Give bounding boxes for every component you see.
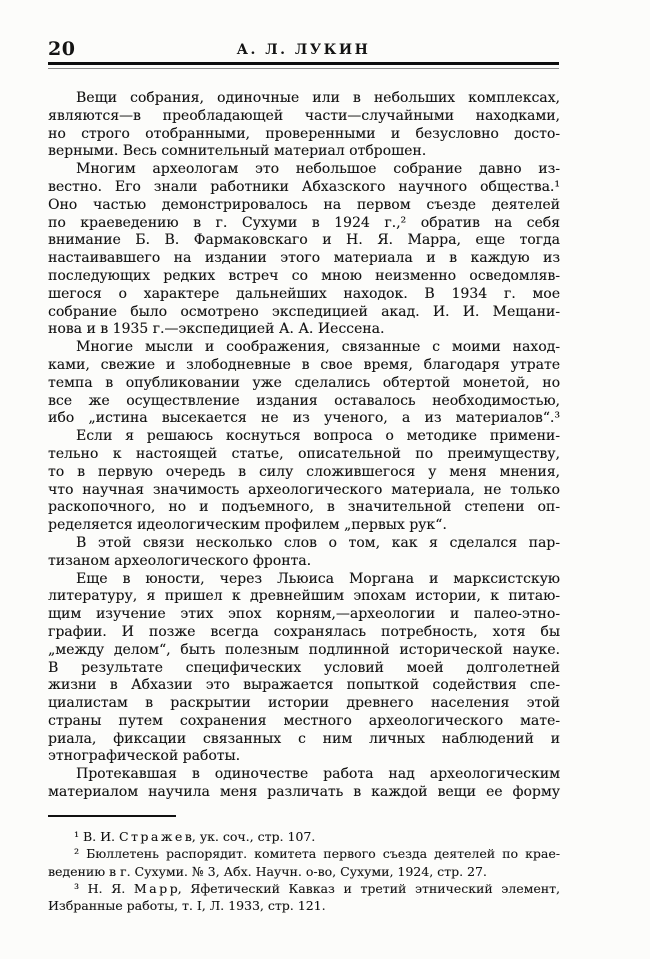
paragraph xyxy=(48,571,560,767)
text-line: но строго отобранными, проверенными и безусловно досто- xyxy=(48,125,560,142)
header-rule-thick xyxy=(48,62,559,65)
footnote xyxy=(48,880,560,915)
running-title: А. Л. ЛУКИН xyxy=(236,42,371,58)
text-line: жизни в Абхазии это выражается попыткой содействия спе- xyxy=(48,677,560,694)
text-line: по краеведению в г. Сухуми в 1924 г.,² обратив на себя xyxy=(48,214,560,231)
text-line: верными. Весь сомнительный материал отброшен. xyxy=(48,143,427,160)
page-number: 20 xyxy=(48,38,76,60)
header-rule-thin xyxy=(48,68,559,69)
footnote-line: ³ Н. Я. М а р р, Яфетический Кавказ и третий этнический элемент, xyxy=(74,880,560,896)
text-line: нова и в 1935 г.—экспедицией А. А. Иессена. xyxy=(48,321,385,338)
footnote-line: ² Бюллетень распорядит. комитета первого съезда деятелей по крае- xyxy=(74,846,560,862)
text-line: Протекавшая в одиночестве работа над археологическим xyxy=(76,766,560,783)
paragraph xyxy=(48,766,560,802)
text-line: В этой связи несколько слов о том, как я сделался пар- xyxy=(76,534,560,551)
footnote-line: ведению в г. Сухуми. № 3, Абх. Научн. о-во, Сухуми, 1924, стр. 27. xyxy=(48,863,487,879)
text-line: вестно. Его знали работники Абхазского научного общества.¹ xyxy=(48,178,560,195)
text-line: настаивавшего на издании этого материала и в каждую из xyxy=(48,250,560,267)
footnote-line: ¹ В. И. С т р а ж е в, ук. соч., стр. 107. xyxy=(74,829,316,844)
paragraph xyxy=(48,339,560,428)
text-line: В результате специфических условий моей долголетней xyxy=(48,659,560,676)
footnote-separator-rule xyxy=(48,815,176,817)
text-line: Если я решаюсь коснуться вопроса о методике примени- xyxy=(76,428,560,445)
text-line: материалом научила меня различать в каждой вещи ее форму xyxy=(48,784,560,801)
text-line: этнографической работы. xyxy=(48,748,241,765)
text-line: циалистам в раскрытии истории древнего населения этой xyxy=(48,695,560,712)
text-line: страны путем сохранения местного археологического мате- xyxy=(48,712,560,729)
text-line: внимание Б. В. Фармаковскаго и Н. Я. Марра, еще тогда xyxy=(48,232,560,249)
paragraph xyxy=(48,535,560,571)
paragraph xyxy=(48,90,560,161)
text-line: „между делом“, быть полезным подлинной исторической науке. xyxy=(48,641,560,658)
text-line: Еще в юности, через Льюиса Моргана и марксистскую xyxy=(76,570,560,587)
text-line: последующих редких встреч со мною неизменно осведомляв- xyxy=(48,267,560,284)
text-line: Многие мысли и соображения, связанные с моими наход- xyxy=(76,339,560,356)
footnote-line: Избранные работы, т. I, Л. 1933, стр. 121. xyxy=(48,898,326,914)
text-line: ками, свежие и злободневные в свое время, благодаря утрате xyxy=(48,356,560,373)
text-line: литературу, я пришел к древнейшим эпохам истории, к питаю- xyxy=(48,588,560,605)
footnote xyxy=(48,845,560,880)
text-line: тельно к настоящей статье, описательной по преимуществу, xyxy=(48,445,560,462)
text-line: Вещи собрания, одиночные или в небольших комплексах, xyxy=(76,90,560,106)
footnotes xyxy=(48,828,560,914)
text-line: темпа в опубликовании уже сделались обтертой монетой, но xyxy=(48,374,560,391)
text-line: шегося о характере дальнейших находок. В 1934 г. мое xyxy=(48,285,560,302)
footnote xyxy=(48,828,560,845)
paragraph xyxy=(48,161,560,339)
text-line: Многим археологам это небольшое собрание давно из- xyxy=(76,161,560,178)
text-line: риала, фиксации связанных с ним личных наблюдений и xyxy=(48,730,560,747)
text-line: раскопочного, но и подъемного, в значительной степени оп- xyxy=(48,499,560,516)
paragraph xyxy=(48,428,560,535)
text-line: собрание было осмотрено экспедицией акад. И. И. Мещани- xyxy=(48,303,560,320)
text-line: тизаном археологического фронта. xyxy=(48,552,312,569)
text-line: щим изучение этих эпох корням,—археологии и палео-этно- xyxy=(48,606,560,623)
text-line: ибо „истина высекается не из ученого, а из материалов“.³ xyxy=(48,410,560,427)
text-line: Оно частью демонстрировалось на первом съезде деятелей xyxy=(48,196,560,213)
text-line: что научная значимость археологического материала, не только xyxy=(48,481,560,498)
text-line: все же осуществление издания оставалось необходимостью, xyxy=(48,392,560,409)
text-line: графии. И позже всегда сохранялась потребность, хотя бы xyxy=(48,623,560,640)
body-text xyxy=(48,90,560,802)
text-line: то в первую очередь в силу сложившегося у меня мнения, xyxy=(48,463,560,480)
text-line: ределяется идеологическим профилем „первых рук“. xyxy=(48,517,447,534)
text-line: являются—в преобладающей части—случайными находками, xyxy=(48,107,560,124)
